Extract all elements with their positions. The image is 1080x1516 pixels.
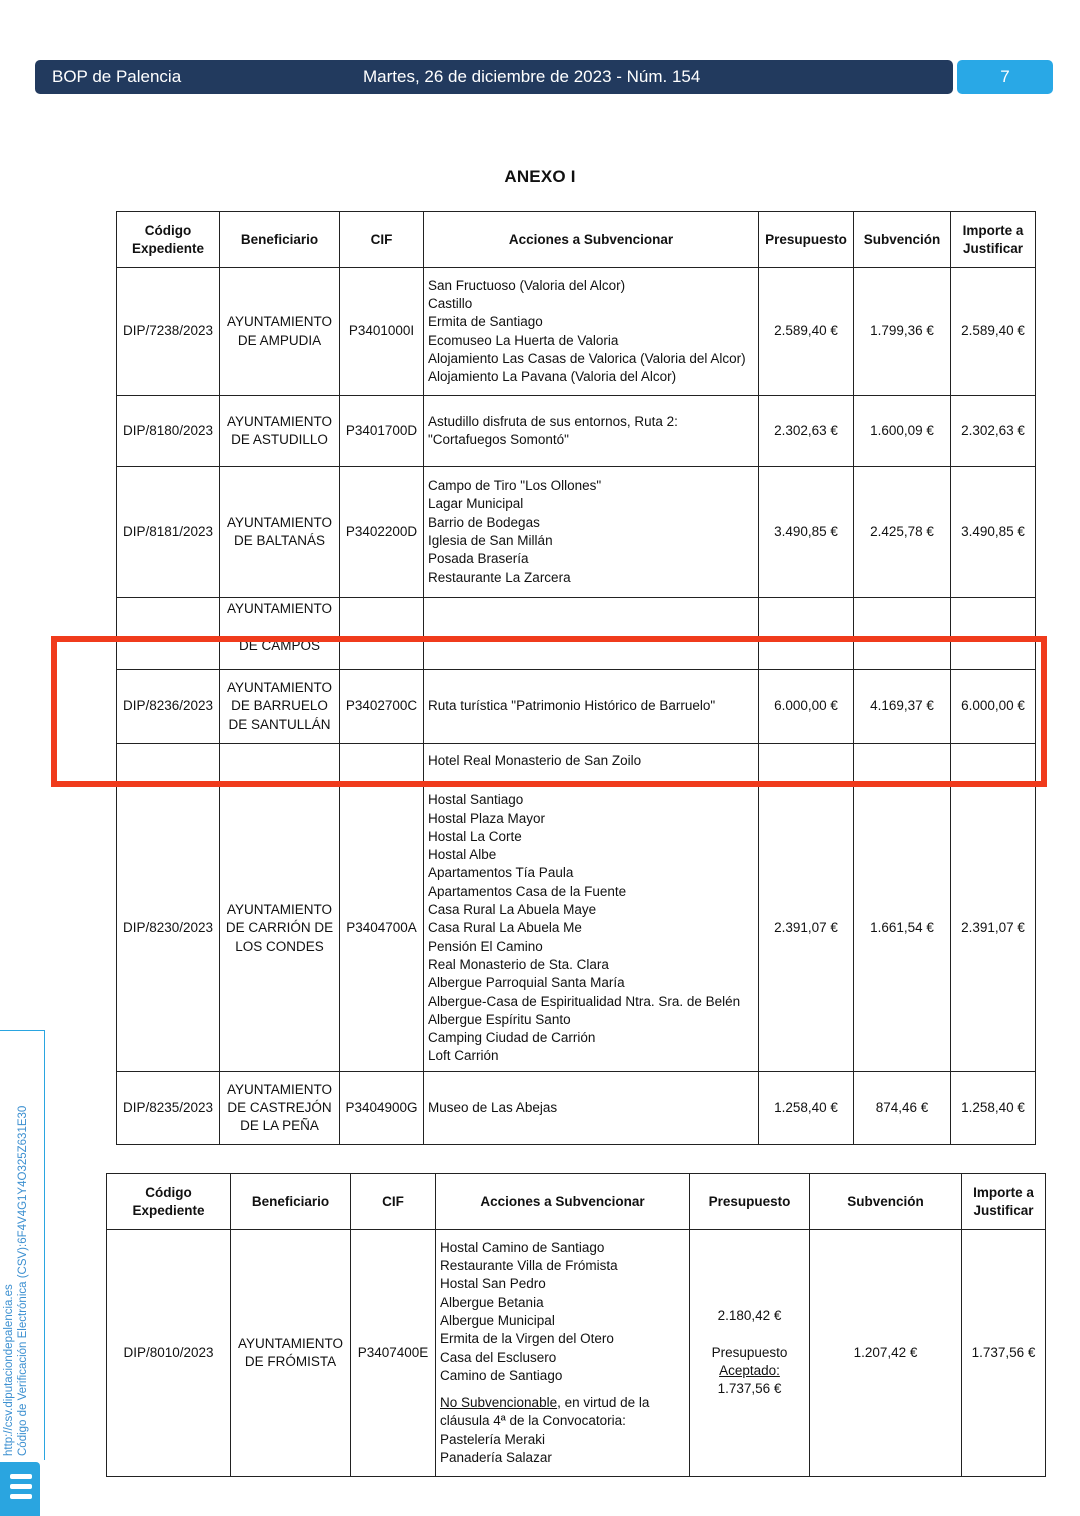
col-header-codigo: Código Expediente xyxy=(107,1174,231,1230)
table-row-highlighted xyxy=(117,670,1036,744)
cell-importe: 1.737,56 € xyxy=(962,1230,1046,1477)
cell-importe xyxy=(951,744,1036,786)
cell-codigo: DIP/8010/2023 xyxy=(107,1230,231,1477)
col-header-subvencion: Subvención xyxy=(854,212,951,268)
cell-beneficiario: AYUNTAMIENTO DE BARRUELO DE SANTULLÁN xyxy=(220,670,340,744)
table-header-row xyxy=(117,212,1036,268)
cell-subvencion: 1.207,42 € xyxy=(810,1230,962,1477)
presupuesto-label: Presupuesto xyxy=(711,1344,788,1360)
col-header-importe: Importe a Justificar xyxy=(962,1174,1046,1230)
cell-presupuesto xyxy=(759,598,854,670)
col-header-importe: Importe a Justificar xyxy=(951,212,1036,268)
col-header-beneficiario: Beneficiario xyxy=(231,1174,351,1230)
cell-importe: 2.391,07 € xyxy=(951,786,1036,1072)
cell-acciones: Hotel Real Monasterio de San Zoilo xyxy=(424,744,759,786)
cell-cif: P3402700C xyxy=(340,670,424,744)
cell-acciones: Hostal Santiago Hostal Plaza Mayor Hostal La Corte Hostal Albe Apartamentos Tía Paula Apartamentos Casa de la Fuente Casa Rural La Abuela Maye Casa Rural La Abuela Me Pensión El Camino Real Monasterio de Sta. Clara Albergue Parroquial Santa María Albergue-Casa de Espiritualidad Ntra. Sra. de Belén Albergue Espíritu Santo Camping Ciudad de Carrión Loft Carrión xyxy=(424,786,759,1072)
cell-subvencion: 1.661,54 € xyxy=(854,786,951,1072)
col-header-beneficiario: Beneficiario xyxy=(220,212,340,268)
table-row xyxy=(117,268,1036,396)
cell-importe: 1.258,40 € xyxy=(951,1072,1036,1145)
cell-codigo xyxy=(117,744,220,786)
cell-presupuesto: 2.589,40 € xyxy=(759,268,854,396)
col-header-cif: CIF xyxy=(340,212,424,268)
header-bar xyxy=(35,60,953,94)
cell-cif: P3401000I xyxy=(340,268,424,396)
cell-beneficiario: AYUNTAMIENTO DE FRÓMISTA xyxy=(231,1230,351,1477)
cell-subvencion: 1.799,36 € xyxy=(854,268,951,396)
table-row xyxy=(117,467,1036,598)
cell-cif: P3401700D xyxy=(340,396,424,467)
cell-importe: 3.490,85 € xyxy=(951,467,1036,598)
cell-presupuesto: 6.000,00 € xyxy=(759,670,854,744)
col-header-acciones: Acciones a Subvencionar xyxy=(424,212,759,268)
cell-codigo: DIP/7238/2023 xyxy=(117,268,220,396)
cell-importe: 2.302,63 € xyxy=(951,396,1036,467)
cell-cif: P3404900G xyxy=(340,1072,424,1145)
cell-subvencion: 874,46 € xyxy=(854,1072,951,1145)
cell-subvencion: 1.600,09 € xyxy=(854,396,951,467)
annex-title: ANEXO I xyxy=(504,167,576,186)
cell-cif: P3404700A xyxy=(340,786,424,1072)
cell-acciones: Astudillo disfruta de sus entornos, Ruta 2: "Cortafuegos Somontó" xyxy=(424,396,759,467)
aceptado-label: Aceptado: xyxy=(719,1363,780,1378)
col-header-presupuesto: Presupuesto xyxy=(759,212,854,268)
presupuesto-value: 2.180,42 € xyxy=(717,1308,782,1324)
cell-subvencion: 4.169,37 € xyxy=(854,670,951,744)
cell-subvencion xyxy=(854,744,951,786)
cell-beneficiario: AYUNTAMIENTO DE CAMPOS xyxy=(220,598,340,670)
cell-acciones: San Fructuoso (Valoria del Alcor) Castillo Ermita de Santiago Ecomuseo La Huerta de Valoria Alojamiento Las Casas de Valorica (Valoria del Alcor) Alojamiento La Pavana (Valoria del Alcor) xyxy=(424,268,759,396)
cell-cif xyxy=(340,598,424,670)
cell-presupuesto: 2.302,63 € xyxy=(759,396,854,467)
cell-importe xyxy=(951,598,1036,670)
table-row-overlapped xyxy=(117,744,1036,786)
cell-codigo xyxy=(117,598,220,670)
cell-beneficiario xyxy=(220,744,340,786)
col-header-subvencion: Subvención xyxy=(810,1174,962,1230)
cell-beneficiario: AYUNTAMIENTO DE AMPUDIA xyxy=(220,268,340,396)
cell-beneficiario: AYUNTAMIENTO DE CARRIÓN DE LOS CONDES xyxy=(220,786,340,1072)
publication-name: BOP de Palencia xyxy=(52,67,182,86)
cell-codigo: DIP/8236/2023 xyxy=(117,670,220,744)
cell-cif: P3407400E xyxy=(351,1230,436,1477)
cell-acciones: Museo de Las Abejas xyxy=(424,1072,759,1145)
acciones-list: Hostal Camino de Santiago Restaurante Villa de Frómista Hostal San Pedro Albergue Betania Albergue Municipal Ermita de la Virgen del Otero Casa del Esclusero Camino de Santiago xyxy=(440,1239,618,1383)
cell-acciones xyxy=(424,598,759,670)
cell-importe: 2.589,40 € xyxy=(951,268,1036,396)
table-row xyxy=(117,1072,1036,1145)
cell-beneficiario: AYUNTAMIENTO DE BALTANÁS xyxy=(220,467,340,598)
col-header-presupuesto: Presupuesto xyxy=(690,1174,810,1230)
table-header-row xyxy=(107,1174,1046,1230)
cell-presupuesto xyxy=(690,1230,810,1477)
cell-beneficiario: AYUNTAMIENTO DE ASTUDILLO xyxy=(220,396,340,467)
cell-codigo: DIP/8180/2023 xyxy=(117,396,220,467)
csv-code: Código de Verificación Electrónica (CSV):6F4V4G1Y4O325Z631E30 xyxy=(17,1105,29,1456)
no-subvencionable-note: No Subvencionable, en virtud de la cláusula 4ª de la Convocatoria: Pastelería Meraki Panadería Salazar xyxy=(440,1395,650,1465)
table-row-overlapped xyxy=(117,598,1036,670)
subsidy-table-second xyxy=(106,1173,1046,1477)
col-header-acciones: Acciones a Subvencionar xyxy=(436,1174,690,1230)
presupuesto-aceptado-value: 1.737,56 € xyxy=(717,1381,782,1397)
cell-subvencion xyxy=(854,598,951,670)
cell-codigo: DIP/8235/2023 xyxy=(117,1072,220,1145)
cell-codigo: DIP/8181/2023 xyxy=(117,467,220,598)
cell-acciones xyxy=(436,1230,690,1477)
cell-presupuesto xyxy=(759,744,854,786)
col-header-codigo: Código Expediente xyxy=(117,212,220,268)
cell-presupuesto: 3.490,85 € xyxy=(759,467,854,598)
cell-presupuesto: 1.258,40 € xyxy=(759,1072,854,1145)
page-number: 7 xyxy=(957,60,1053,94)
cell-codigo: DIP/8230/2023 xyxy=(117,786,220,1072)
cell-acciones: Campo de Tiro "Los Ollones" Lagar Municipal Barrio de Bodegas Iglesia de San Millán Posada Brasería Restaurante La Zarcera xyxy=(424,467,759,598)
subsidy-table-main xyxy=(116,211,1036,1145)
table-row xyxy=(117,396,1036,467)
csv-url[interactable]: http://csv.diputaciondepalencia.es xyxy=(3,1284,15,1456)
cell-acciones: Ruta turística "Patrimonio Histórico de Barruelo" xyxy=(424,670,759,744)
cell-subvencion: 2.425,78 € xyxy=(854,467,951,598)
cell-presupuesto: 2.391,07 € xyxy=(759,786,854,1072)
issue-date: Martes, 26 de diciembre de 2023 - Núm. 154 xyxy=(363,67,701,86)
table-row xyxy=(107,1230,1046,1477)
cell-cif xyxy=(340,744,424,786)
diputacion-logo-icon xyxy=(0,1462,40,1516)
table-row xyxy=(117,786,1036,1072)
col-header-cif: CIF xyxy=(351,1174,436,1230)
cell-beneficiario: AYUNTAMIENTO DE CASTREJÓN DE LA PEÑA xyxy=(220,1072,340,1145)
cell-importe: 6.000,00 € xyxy=(951,670,1036,744)
csv-verification-text xyxy=(2,1106,30,1456)
cell-cif: P3402200D xyxy=(340,467,424,598)
